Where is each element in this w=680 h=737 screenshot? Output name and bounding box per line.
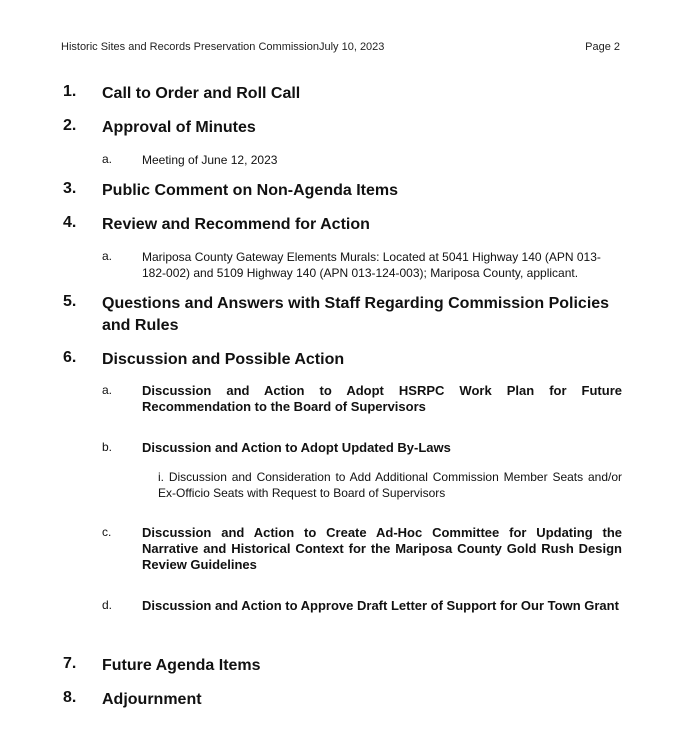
sub-item-4a (102, 249, 622, 281)
sub-item-6b (102, 440, 622, 456)
sub-item-6a (102, 383, 622, 415)
item-title: Adjournment (102, 691, 202, 708)
item-title: Public Comment on Non-Agenda Items (102, 182, 399, 199)
sub-letter: b. (102, 440, 113, 454)
item-number: 5. (63, 293, 77, 310)
item-title: Call to Order and Roll Call (102, 85, 301, 102)
sub-text: Discussion and Action to Approve Draft Letter of Support for Our Town Grant (142, 598, 619, 613)
sub-letter: c. (102, 525, 112, 539)
sub-letter: a. (102, 383, 113, 397)
item-number: 6. (63, 349, 77, 366)
agenda-item-5 (63, 293, 622, 337)
item-title: Review and Recommend for Action (102, 216, 370, 233)
sub-item-6c (102, 525, 622, 573)
sub-letter: a. (102, 152, 113, 166)
item-number: 3. (63, 180, 77, 197)
agenda-item-4 (63, 214, 622, 236)
sub-text: Meeting of June 12, 2023 (142, 153, 278, 167)
agenda-item-2 (63, 117, 622, 139)
sub-letter: a. (102, 249, 113, 263)
item-number: 1. (63, 83, 77, 100)
item-number: 4. (63, 214, 77, 231)
item-title: Questions and Answers with Staff Regarding Commission Policies and Rules (102, 295, 610, 334)
sub-text: Mariposa County Gateway Elements Murals: Located at 5041 Highway 140 (APN 013-182-002) and 5109 Highway 140 (APN 013-124-003); Mariposa County, applicant. (142, 250, 601, 280)
header-title: Historic Sites and Records Preservation CommissionJuly 10, 2023 (61, 41, 385, 53)
page-number: Page 2 (585, 41, 620, 53)
item-title: Discussion and Possible Action (102, 351, 345, 368)
item-number: 8. (63, 689, 77, 706)
agenda-item-6 (63, 349, 622, 371)
item-title: Approval of Minutes (102, 119, 256, 136)
sub-text: Discussion and Action to Adopt HSRPC Work Plan for Future Recommendation to the Board of Supervisors (142, 383, 622, 414)
agenda-item-1 (63, 83, 622, 105)
agenda-item-7 (63, 655, 622, 677)
agenda-item-8 (63, 689, 622, 711)
agenda-item-3 (63, 180, 622, 202)
item-title: Future Agenda Items (102, 657, 261, 674)
item-number: 7. (63, 655, 77, 672)
sub-item-6d (102, 598, 622, 614)
sub-item-2a (102, 152, 622, 168)
item-number: 2. (63, 117, 77, 134)
sub-letter: d. (102, 598, 113, 612)
sub-item-6b-i: i. Discussion and Consideration to Add Additional Commission Member Seats and/or Ex-Officio Seats with Request to Board of Supervisors (158, 470, 622, 500)
sub-text: Discussion and Action to Adopt Updated By-Laws (142, 440, 451, 455)
sub-text: Discussion and Action to Create Ad-Hoc Committee for Updating the Narrative and Historical Context for the Mariposa County Gold Rush Design Review Guidelines (142, 525, 622, 572)
